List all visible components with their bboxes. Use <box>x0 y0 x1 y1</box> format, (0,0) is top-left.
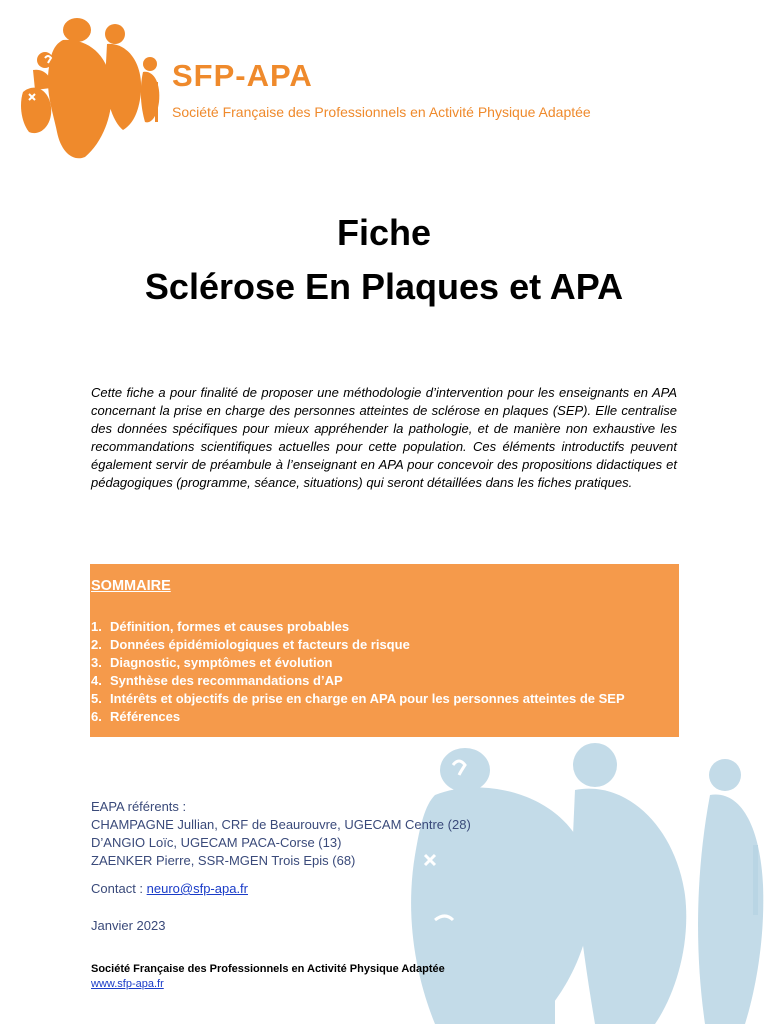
contact-line <box>91 881 248 896</box>
summary-item-number: 2. <box>91 637 102 652</box>
watermark-figures-illustration <box>395 735 768 1024</box>
sfp-apa-figures-logo <box>15 12 165 162</box>
referent-entry: ZAENKER Pierre, SSR-MGEN Trois Epis (68) <box>91 853 356 868</box>
publication-date: Janvier 2023 <box>91 918 166 933</box>
summary-item-label: Données épidémiologiques et facteurs de risque <box>110 637 410 652</box>
referent-entry: CHAMPAGNE Jullian, CRF de Beaurouvre, UGECAM Centre (28) <box>91 817 471 832</box>
summary-item-label: Intérêts et objectifs de prise en charge en APA pour les personnes atteintes de SEP <box>110 691 625 706</box>
contact-email-link[interactable]: neuro@sfp-apa.fr <box>146 881 248 896</box>
footer-website-link[interactable]: www.sfp-apa.fr <box>91 978 164 990</box>
summary-item <box>91 636 625 654</box>
document-title-line-2: Sclérose En Plaques et APA <box>144 266 624 307</box>
referents-block <box>91 798 471 870</box>
brand-subtitle: Société Française des Professionnels en Activité Physique Adaptée <box>172 104 591 120</box>
brand-name: SFP-APA <box>172 58 313 93</box>
document-title-line-1: Fiche <box>336 212 432 253</box>
referents-heading: EAPA référents : <box>91 799 187 814</box>
summary-item <box>91 654 625 672</box>
summary-item-number: 6. <box>91 709 102 724</box>
intro-paragraph: Cette fiche a pour finalité de proposer une méthodologie d’intervention pour les enseignants en APA concernant la prise en charge des personnes atteintes de sclérose en plaques (SEP). Elle centralise des données spécifiques pour mieux appréhender la pathologie, et de manière non exhaustive les recommandations scientifiques actuelles pour cette population. Ces éléments introductifs peuvent également servir de préambule à l’enseignant en APA pour concevoir des propositions didactiques et pédagogiques (programme, séance, situations) qui seront détaillées dans les fiches pratiques. <box>91 385 677 490</box>
summary-item-number: 1. <box>91 619 102 634</box>
summary-item-number: 5. <box>91 691 102 706</box>
summary-item <box>91 618 625 636</box>
summary-item <box>91 690 625 708</box>
summary-list <box>91 618 625 726</box>
summary-item-number: 3. <box>91 655 102 670</box>
summary-item-label: Synthèse des recommandations d’AP <box>110 673 343 688</box>
footer-organization: Société Française des Professionnels en Activité Physique Adaptée <box>91 963 445 975</box>
summary-item <box>91 708 625 726</box>
summary-item-number: 4. <box>91 673 102 688</box>
summary-item-label: Définition, formes et causes probables <box>110 619 350 634</box>
summary-box <box>90 564 679 737</box>
summary-item-label: Diagnostic, symptômes et évolution <box>110 655 333 670</box>
summary-item <box>91 672 625 690</box>
summary-item-label: Références <box>110 709 181 724</box>
referent-entry: D’ANGIO Loïc, UGECAM PACA-Corse (13) <box>91 835 342 850</box>
contact-label: Contact : <box>91 881 147 896</box>
summary-title: SOMMAIRE <box>91 578 171 594</box>
